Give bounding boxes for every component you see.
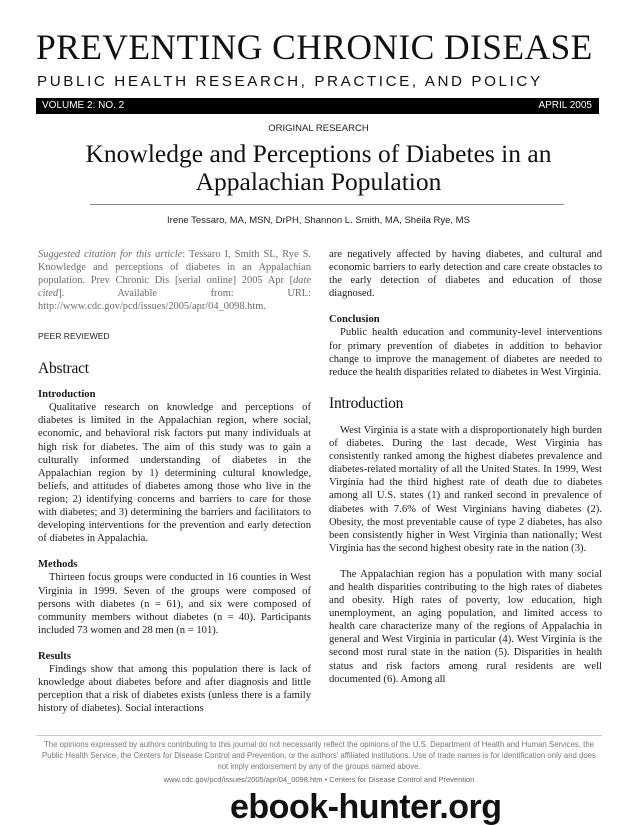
- citation-text-2[interactable]: ]. Available from: URL: http://www.cdc.gov/pcd/issues/2005/apr/04_0098.htm.: [38, 288, 311, 312]
- citation-text-1: : Tessaro I, Smith SL, Rye S. Knowledge and perceptions of diabetes in an Appalachian population. Prev Chronic Dis [serial online] 2005 Apr [: [38, 249, 311, 286]
- article-title: Knowledge and Perceptions of Diabetes in an Appalachian Population: [85, 139, 552, 196]
- footer-url-line[interactable]: www.cdc.gov/pcd/issues/2005/apr/04_0098.htm • Centers for Disease Control and Prevention: [163, 775, 475, 784]
- abstract-heading: Abstract: [38, 360, 89, 378]
- introduction-paragraph-1: West Virginia is a state with a disproportionately high burden of diabetes. During the last decade, West Virginia has consistently ranked among the highest diabetes prevalence and diabetes-related mortality of all the United States. In 1999, West Virginia had the third highest rate of death due to diabetes among all U.S. states (1) and ranked second in prevalence of diabetes with 7.6% of West Virginians having diabetes (2). Obesity, the most preventable cause of type 2 diabetes, has also been consistently higher in West Virginia than nationally; West Virginia has the second highest obesity rate in the nation (3).: [329, 424, 602, 554]
- abstract-results-continued: are negatively affected by having diabetes, and cultural and economic barriers to early detection and care create obstacles to the early detection of diabetes and education of those diagnosed.: [329, 249, 602, 300]
- journal-title: PREVENTING CHRONIC DISEASE: [36, 27, 593, 67]
- introduction-paragraph-2: The Appalachian region has a population with many social and health disparities contributing to the high rates of diabetes and obesity. High rates of poverty, low education, high unemployment, an aging population, and limited access to health care characterize many of the regions of Appalachia in general and West Virginia in particular (4). West Virginia is the second most rural state in the nation (5). Disparities in health status and risk factors among rural residents are well documented (6). Among all: [329, 568, 602, 685]
- volume-label: VOLUME 2: NO. 2: [42, 100, 125, 111]
- watermark-logo: ebook-hunter.org: [230, 788, 502, 825]
- issue-date: APRIL 2005: [538, 100, 592, 111]
- abstract-conclusion-text: Public health education and community-level interventions for primary prevention of diabetes in addition to behavior change to improve the management of diabetes are needed to reduce the health disparities related to diabetes in West Virginia.: [329, 327, 602, 378]
- volume-bar: [36, 98, 599, 114]
- author-list: Irene Tessaro, MA, MSN, DrPH, Shannon L. Smith, MA, Sheila Rye, MS: [167, 215, 470, 226]
- footer-divider: [36, 735, 602, 736]
- abstract-introduction-text: Qualitative research on knowledge and perceptions of diabetes is limited in the Appalachian region, where social, economic, and behavioral risk factors put many individuals at high risk for diabetes. The aim of this study was to gain a culturally informed understanding of diabetes in the Appalachian region by 1) determining cultural knowledge, beliefs, and attitudes of diabetes among those who live in the region; 2) identifying concerns and barriers to care for those with diabetes; and 3) determining the barriers and facilitators to developing interventions for the prevention and early detection of diabetes in Appalachia.: [38, 402, 311, 545]
- abstract-introduction-heading: Introduction: [38, 389, 96, 401]
- peer-reviewed-label: PEER REVIEWED: [38, 331, 110, 341]
- abstract-methods-heading: Methods: [38, 559, 78, 571]
- abstract-results-heading: Results: [38, 650, 71, 662]
- introduction-heading: Introduction: [329, 394, 404, 412]
- suggested-citation: [38, 248, 311, 313]
- footer-disclaimer: The opinions expressed by authors contributing to this journal do not necessarily reflect the opinions of the U.S. Department of Health and Human Services, the Public Health Service, the Centers for Disease Control and Prevention, or the authors' affiliated institutions. Use of trade names is for identification only and does not imply endorsement by any of the groups named above.: [42, 740, 596, 771]
- left-column: [38, 248, 311, 715]
- right-column: [329, 248, 602, 686]
- article-type: ORIGINAL RESEARCH: [268, 123, 369, 134]
- abstract-methods-text: Thirteen focus groups were conducted in 16 counties in West Virginia in 1999. Seven of the groups were composed of persons with diabetes (n = 61), and six were composed of community members without diabetes (n = 40). Participants included 73 women and 28 men (n = 101).: [38, 572, 311, 636]
- citation-lead: Suggested citation for this article: [38, 249, 183, 260]
- abstract-results-text: Findings show that among this population there is lack of knowledge about diabetes before and after diagnosis and little perception that a risk of diabetes exists (unless there is a family history of diabetes). Social interactions: [38, 663, 311, 715]
- title-divider: [90, 204, 564, 205]
- journal-subtitle: PUBLIC HEALTH RESEARCH, PRACTICE, AND POLICY: [37, 73, 543, 90]
- abstract-conclusion-heading: Conclusion: [329, 314, 380, 326]
- citation-date-cited: date cited: [38, 275, 311, 299]
